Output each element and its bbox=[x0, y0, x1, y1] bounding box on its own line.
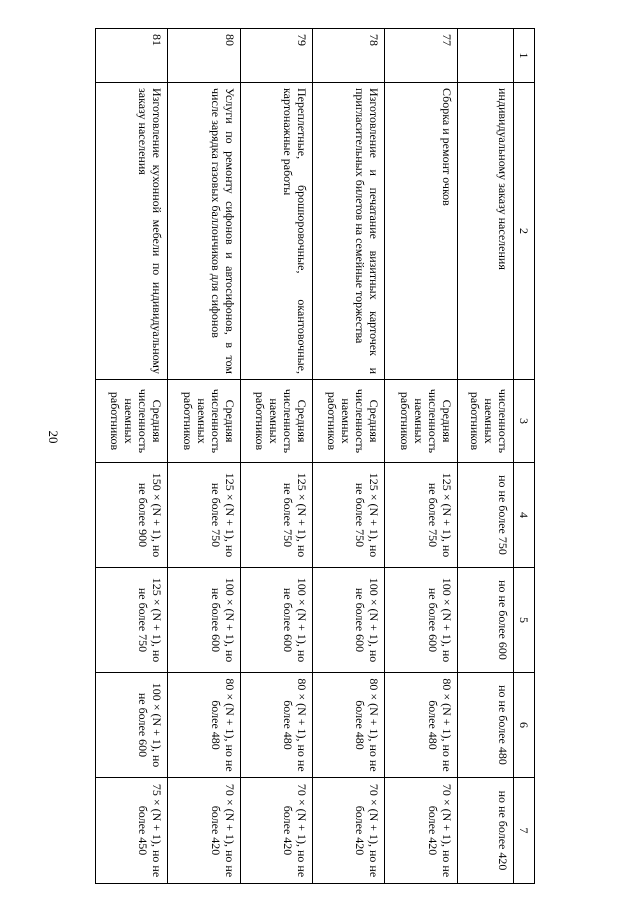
value-cell: 70 × (N + 1), но не более 420 bbox=[168, 778, 240, 884]
table-row bbox=[457, 29, 513, 884]
indicator-cell: Средняя численность наемных работников bbox=[385, 380, 457, 463]
value-cell: 70 × (N + 1), но не более 420 bbox=[313, 778, 385, 884]
value-cell: 125 × (N + 1), но не более 750 bbox=[385, 463, 457, 568]
value-cell: 100 × (N + 1), но не более 600 bbox=[240, 568, 312, 673]
header-cell: 3 bbox=[514, 380, 535, 463]
table-row bbox=[240, 29, 312, 884]
activity-cell: индивидуальному заказу населения bbox=[457, 83, 513, 380]
table-row bbox=[385, 29, 457, 884]
indicator-cell: Средняя численность наемных работников bbox=[313, 380, 385, 463]
value-cell: 100 × (N + 1), но не более 600 bbox=[96, 673, 168, 778]
value-cell: 100 × (N + 1), но не более 600 bbox=[168, 568, 240, 673]
row-number: 81 bbox=[96, 29, 168, 83]
row-number bbox=[457, 29, 513, 83]
value-cell: но не более 750 bbox=[457, 463, 513, 568]
value-cell: 80 × (N + 1), но не более 480 bbox=[240, 673, 312, 778]
row-number: 79 bbox=[240, 29, 312, 83]
indicator-cell: численность наемных работников bbox=[457, 380, 513, 463]
value-cell: 70 × (N + 1), но не более 420 bbox=[385, 778, 457, 884]
indicator-cell: Средняя численность наемных работников bbox=[168, 380, 240, 463]
table-header-row bbox=[514, 29, 535, 884]
value-cell: 125 × (N + 1), но не более 750 bbox=[313, 463, 385, 568]
activity-cell: Изготовление и печатание визитных карточек и пригласительных билетов на семейные торжества bbox=[313, 83, 385, 380]
table-row bbox=[313, 29, 385, 884]
tax-table bbox=[95, 28, 535, 884]
activity-cell: Сборка и ремонт очков bbox=[385, 83, 457, 380]
row-number: 77 bbox=[385, 29, 457, 83]
table-row bbox=[96, 29, 168, 884]
value-cell: 70 × (N + 1), но не более 420 bbox=[240, 778, 312, 884]
row-number: 78 bbox=[313, 29, 385, 83]
row-number: 80 bbox=[168, 29, 240, 83]
header-cell: 2 bbox=[514, 83, 535, 380]
value-cell: 80 × (N + 1), но не более 480 bbox=[168, 673, 240, 778]
value-cell: 75 × (N + 1), но не более 450 bbox=[96, 778, 168, 884]
value-cell: но не более 480 bbox=[457, 673, 513, 778]
value-cell: 125 × (N + 1), но не более 750 bbox=[168, 463, 240, 568]
activity-cell: Переплетные, брошюровочные, окантовочные, картонажные работы bbox=[240, 83, 312, 380]
value-cell: 80 × (N + 1), но не более 480 bbox=[313, 673, 385, 778]
value-cell: но не более 600 bbox=[457, 568, 513, 673]
table-row bbox=[168, 29, 240, 884]
value-cell: 125 × (N + 1), но не более 750 bbox=[240, 463, 312, 568]
value-cell: 125 × (N + 1), но не более 750 bbox=[96, 568, 168, 673]
header-cell: 5 bbox=[514, 568, 535, 673]
value-cell: 80 × (N + 1), но не более 480 bbox=[385, 673, 457, 778]
value-cell: но не более 420 bbox=[457, 778, 513, 884]
header-cell: 7 bbox=[514, 778, 535, 884]
value-cell: 150 × (N + 1), но не более 900 bbox=[96, 463, 168, 568]
header-cell: 6 bbox=[514, 673, 535, 778]
value-cell: 100 × (N + 1), но не более 600 bbox=[313, 568, 385, 673]
indicator-cell: Средняя численность наемных работников bbox=[240, 380, 312, 463]
activity-cell: Услуги по ремонту сифонов и автосифонов, в том числе зарядка газовых баллончиков для сифонов bbox=[168, 83, 240, 380]
header-cell: 4 bbox=[514, 463, 535, 568]
value-cell: 100 × (N + 1), но не более 600 bbox=[385, 568, 457, 673]
activity-cell: Изготовление кухонной мебели по индивидуальному заказу населения bbox=[96, 83, 168, 380]
indicator-cell: Средняя численность наемных работников bbox=[96, 380, 168, 463]
rotated-table-container bbox=[95, 28, 535, 883]
header-cell: 1 bbox=[514, 29, 535, 83]
page-number: 20 bbox=[46, 430, 61, 444]
